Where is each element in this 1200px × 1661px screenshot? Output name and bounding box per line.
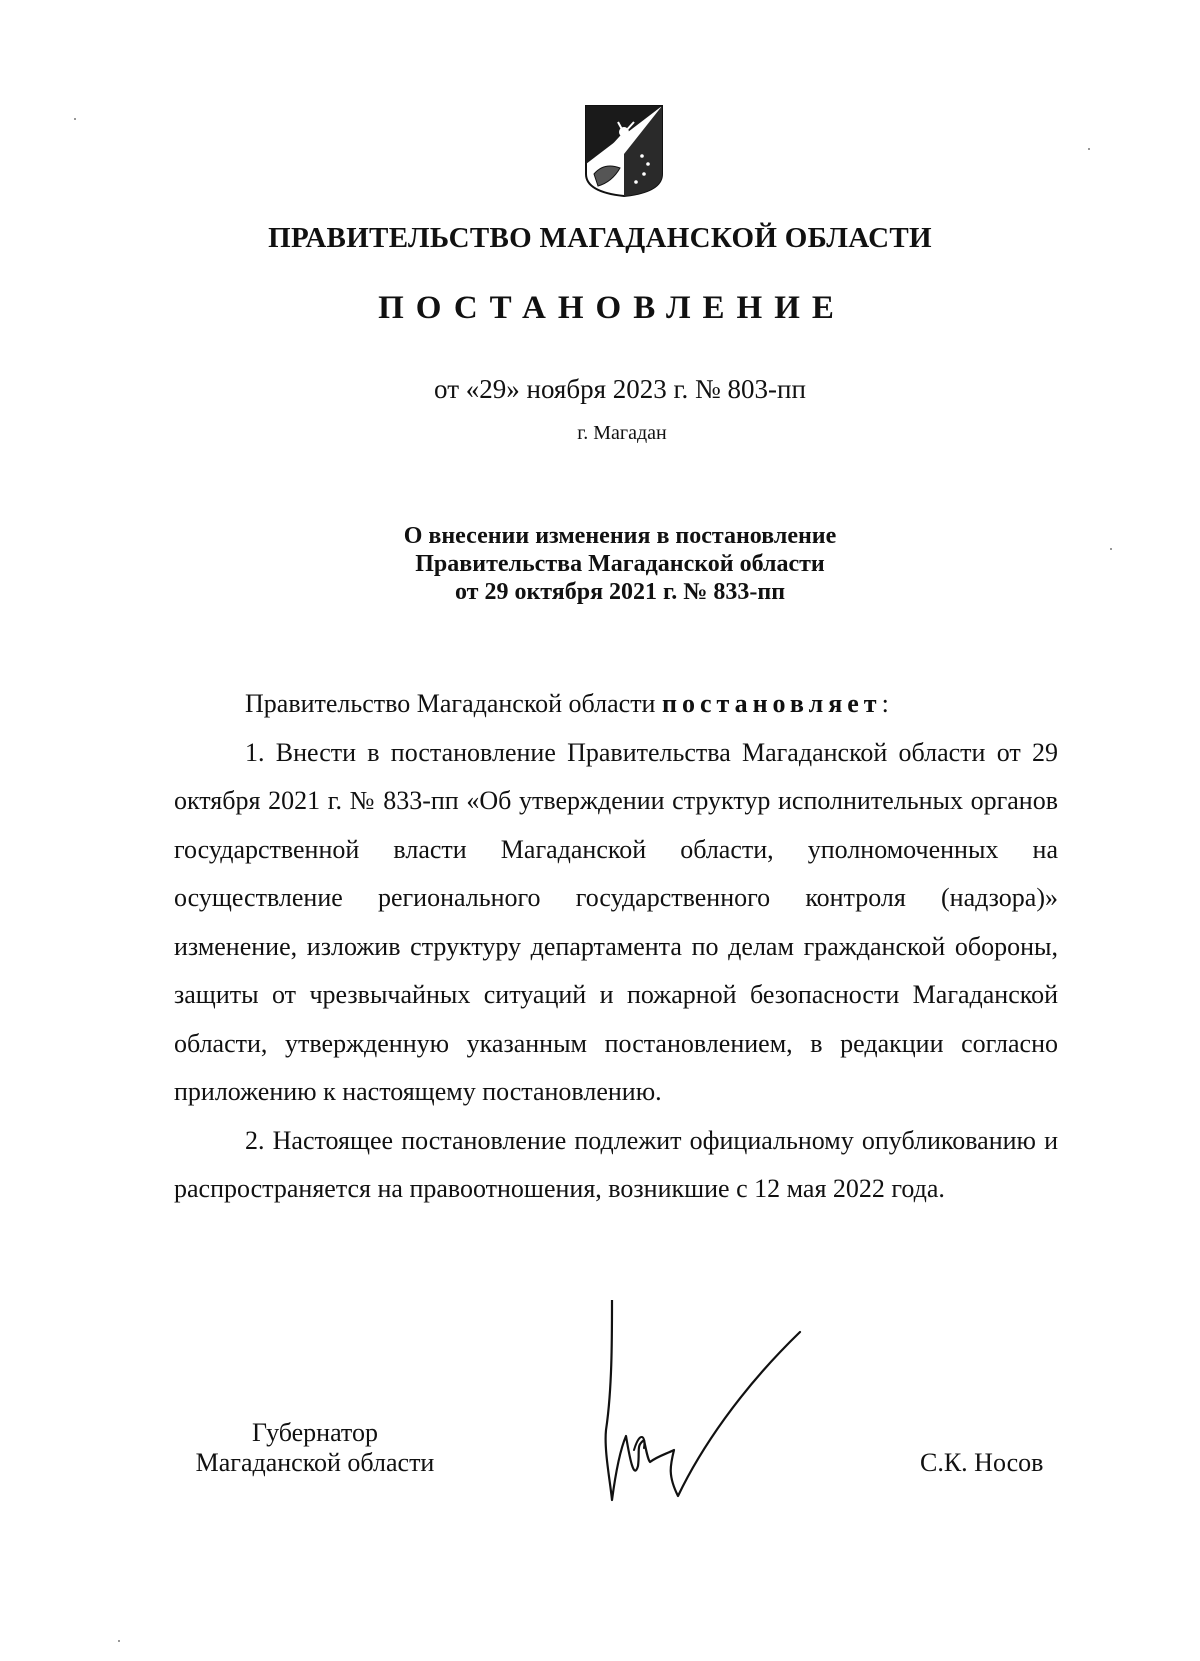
document-type: ПОСТАНОВЛЕНИЕ xyxy=(378,290,846,326)
paragraph-2: 2. Настоящее постановление подлежит официальному опубликованию и распространяется на правоотношения, возникшие с 12 мая 2022 года. xyxy=(174,1125,1058,1203)
handwritten-signature xyxy=(600,1300,830,1530)
document-city: г. Магадан xyxy=(577,422,667,444)
signer-position-line: Магаданской области xyxy=(195,1448,435,1477)
scan-speck xyxy=(1088,148,1090,150)
scan-speck xyxy=(1110,548,1112,550)
intro-paragraph xyxy=(174,680,1058,729)
intro-keyword: постановляет xyxy=(661,689,882,718)
intro-text: Правительство Магаданской области xyxy=(245,689,662,718)
signer-position xyxy=(160,1418,470,1478)
coat-of-arms-icon xyxy=(584,104,664,198)
signer-name: С.К. Носов xyxy=(920,1448,1044,1477)
subject-line: Правительства Магаданской области xyxy=(415,551,825,577)
intro-colon: : xyxy=(881,689,889,718)
paragraph-1: 1. Внести в постановление Правительства Магаданской области от 29 октября 2021 г. № 833-пп «Об утверждении структур исполнительных органов государственной власти Магаданской области, уполномоченных на осуществление регионального государственного контроля (надзора)» изменение, изложив структуру департамента по делам гражданской обороны, защиты от чрезвычайных ситуаций и пожарной безопасности Магаданской области, утвержденную указанным постановлением, в редакции согласно приложению к настоящему постановлению. xyxy=(174,737,1058,1106)
subject-line: О внесении изменения в постановление xyxy=(403,523,837,549)
subject-line: от 29 октября 2021 г. № 833-пп xyxy=(454,579,786,605)
scan-speck xyxy=(74,118,76,120)
document-date-number: от «29» ноября 2023 г. № 803-пп xyxy=(434,374,806,404)
document-subject xyxy=(20,522,1200,606)
document-body xyxy=(174,680,1058,1214)
organization-title: ПРАВИТЕЛЬСТВО МАГАДАНСКОЙ ОБЛАСТИ xyxy=(268,222,932,254)
signer-position-line: Губернатор xyxy=(252,1418,378,1447)
scan-speck xyxy=(118,1640,120,1642)
